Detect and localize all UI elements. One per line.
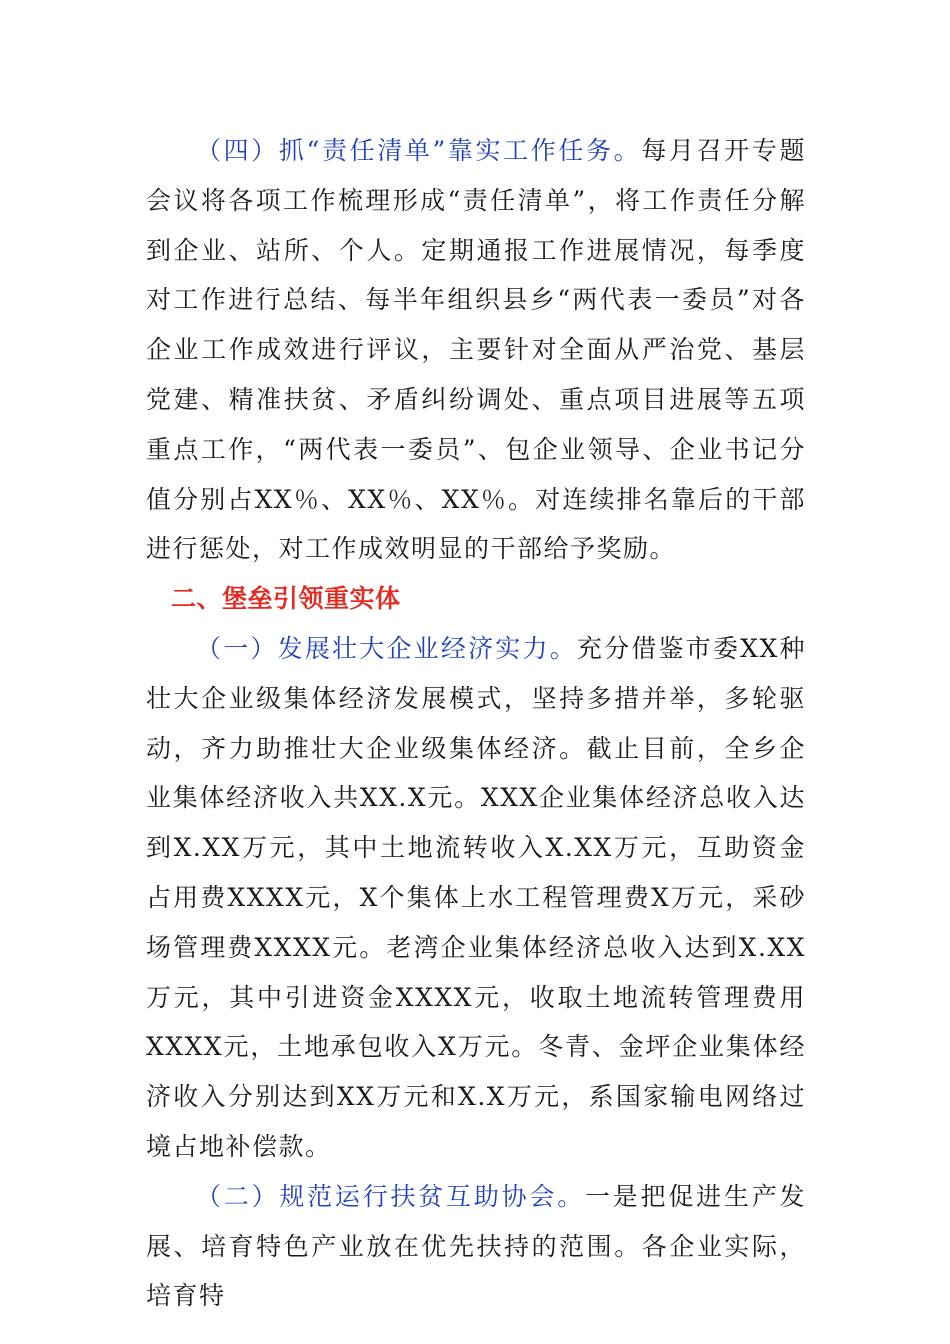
paragraph-lead: （四）抓“责任清单”靠实工作任务。 (196, 136, 642, 165)
paragraph-responsibility-list (146, 126, 806, 574)
paragraph-poverty-association (146, 1172, 806, 1321)
document-body (146, 126, 806, 1321)
paragraph-text: 充分借鉴市委XX种壮大企业级集体经济发展模式，坚持多措并举，多轮驱动，齐力助推壮大企业级集体经济。截止目前，全乡企业集体经济收入共XX.X元。XXX企业集体经济总收入达到X.XX万元，其中土地流转收入X.XX万元，互助资金占用费XXXX元，X个集体上水工程管理费X万元，采砂场管理费XXXX元。老湾企业集体经济总收入达到X.XX万元，其中引进资金XXXX元，收取土地流转管理费用XXXX元，土地承包收入X万元。冬青、金坪企业集体经济收入分别达到XX万元和X.X万元，系国家输电网络过境占地补偿款。 (146, 633, 806, 1161)
paragraph-lead: （一）发展壮大企业经济实力。 (196, 633, 577, 663)
paragraph-economic-strength (146, 624, 806, 1172)
paragraph-text: 一是把促进生产发展、培育特色产业放在优先扶持的范围。各企业实际，培育特 (146, 1181, 806, 1311)
paragraph-text: 每月召开专题会议将各项工作梳理形成“责任清单”，将工作责任分解到企业、站所、个人。定期通报工作进展情况，每季度对工作进行总结、每半年组织县乡“两代表一委员”对各企业工作成效进行评议，主要针对全面从严治党、基层党建、精准扶贫、矛盾纠纷调处、重点项目进展等五项重点工作，“两代表一委员”、包企业领导、企业书记分值分别占XX％、XX％、XX％。对连续排名靠后的干部进行惩处，对工作成效明显的干部给予奖励。 (146, 136, 806, 564)
section-heading: 二、堡垒引领重实体 (171, 584, 401, 614)
paragraph-lead: （二）规范运行扶贫互助协会。 (196, 1181, 585, 1211)
